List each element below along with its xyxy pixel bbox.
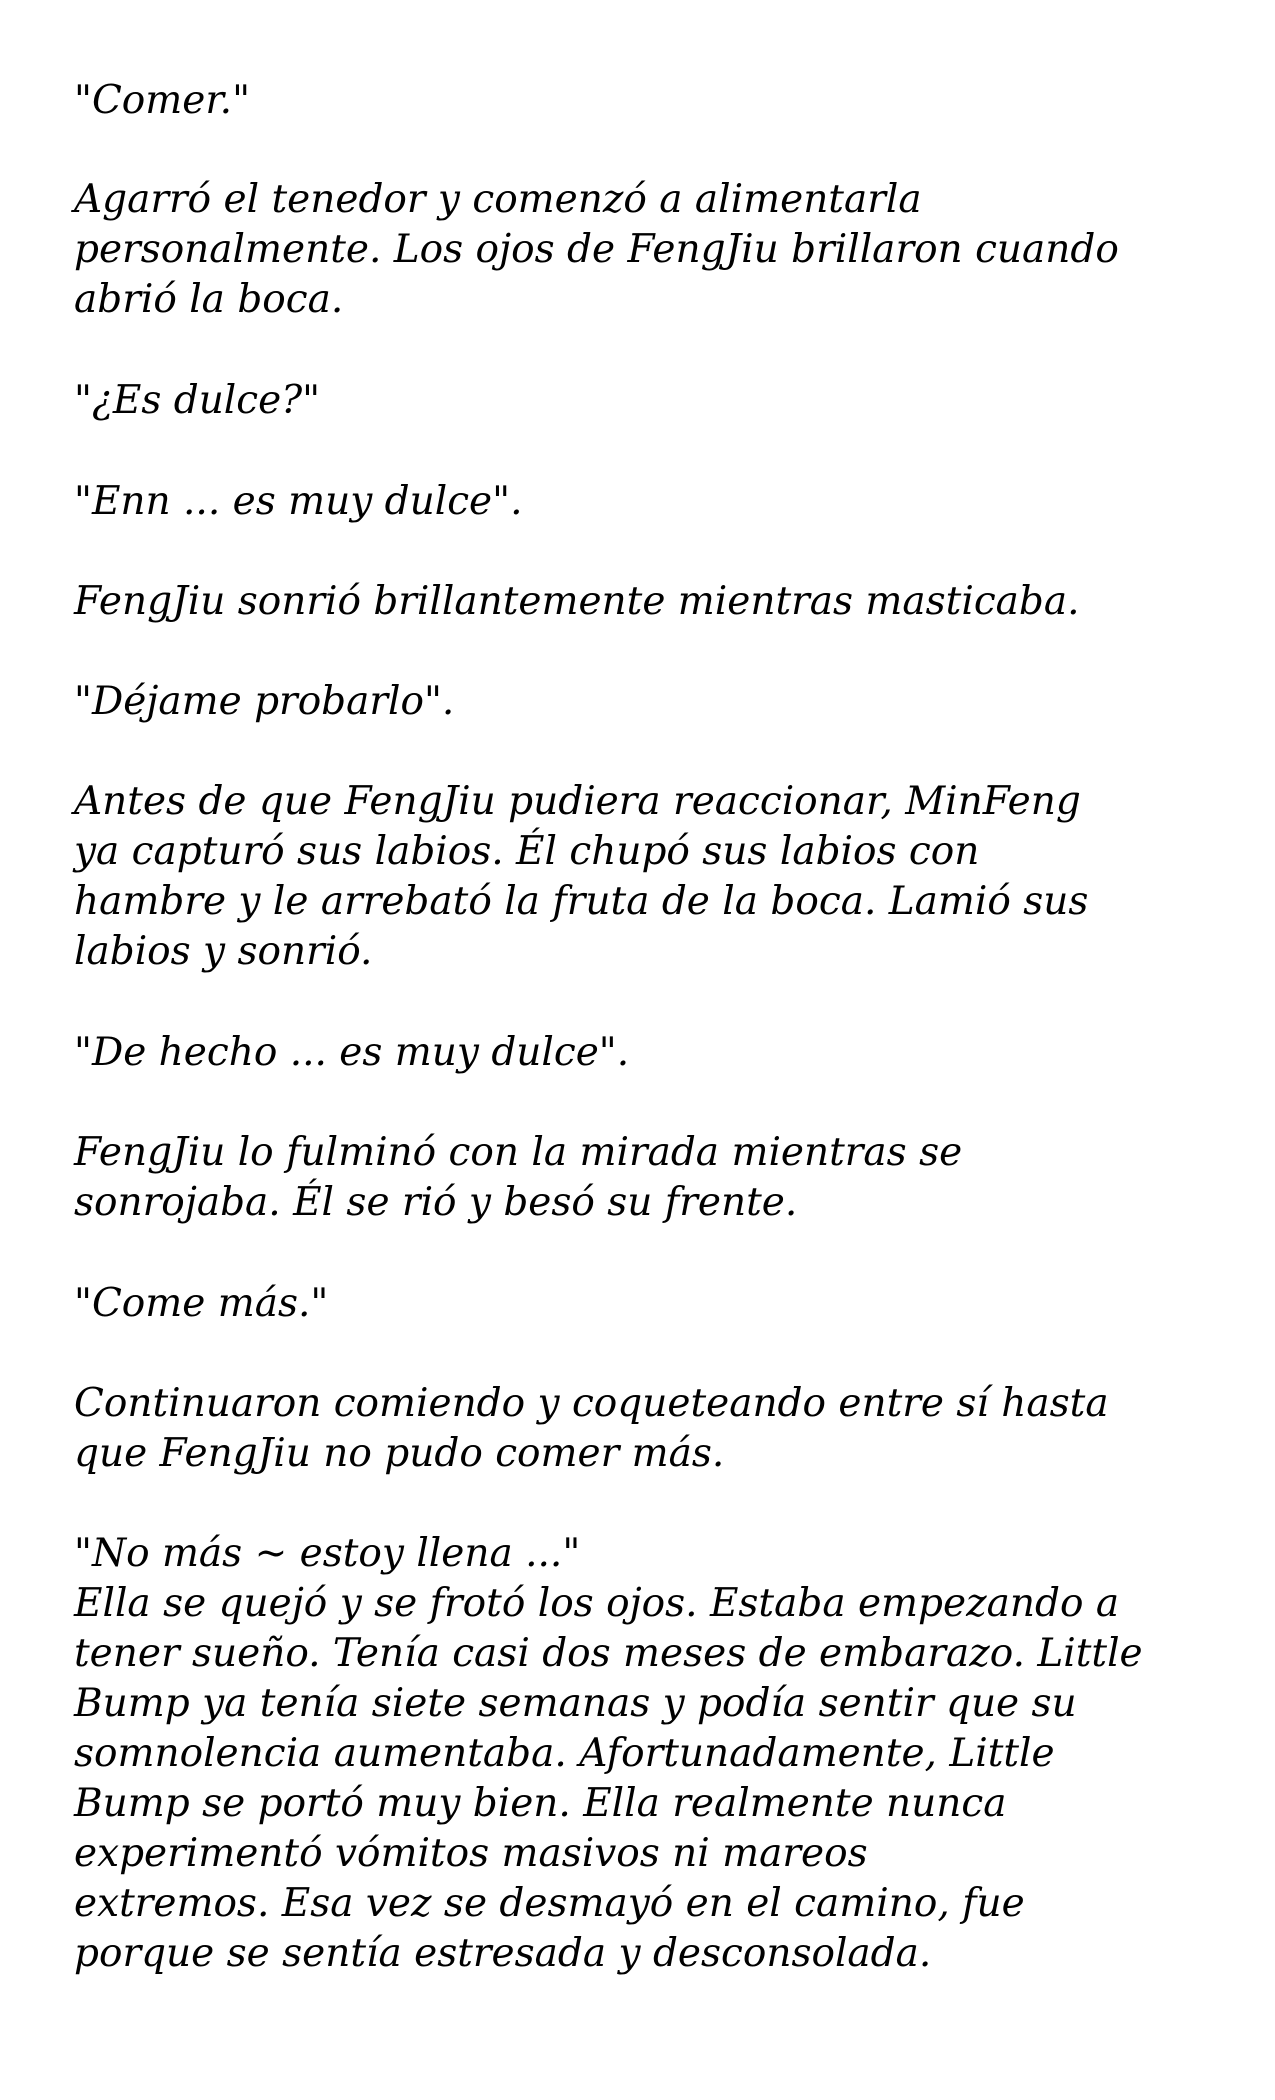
paragraph-9 bbox=[74, 1128, 1214, 1228]
text-line: "¿Es dulce?" bbox=[74, 378, 321, 423]
text-line: "Come más." bbox=[74, 1281, 329, 1326]
text-line: hambre y le arrebató la fruta de la boca. Lamió sus bbox=[74, 879, 1089, 924]
text-line: "Comer." bbox=[74, 78, 251, 123]
paragraph-10 bbox=[74, 1279, 1214, 1329]
text-line: "Déjame probarlo". bbox=[74, 679, 455, 724]
text-line: somnolencia aumentaba. Afortunadamente, Little bbox=[74, 1731, 1055, 1776]
text-line: Antes de que FengJiu pudiera reaccionar, MinFeng bbox=[74, 779, 1081, 824]
text-line: Ella se quejó y se frotó los ojos. Estaba empezando a bbox=[74, 1581, 1120, 1626]
paragraph-3 bbox=[74, 376, 1214, 426]
text-line: FengJiu lo fulminó con la mirada mientras se bbox=[74, 1130, 963, 1175]
text-line: personalmente. Los ojos de FengJiu brillaron cuando bbox=[74, 227, 1119, 272]
paragraph-2 bbox=[74, 175, 1214, 325]
text-line: Bump ya tenía siete semanas y podía sentir que su bbox=[74, 1681, 1077, 1726]
text-line: ya capturó sus labios. Él chupó sus labios con bbox=[74, 829, 980, 874]
text-line: labios y sonrió. bbox=[74, 929, 373, 974]
paragraph-5 bbox=[74, 577, 1214, 627]
paragraph-12 bbox=[74, 1529, 1214, 1979]
text-line: extremos. Esa vez se desmayó en el camino, fue bbox=[74, 1881, 1025, 1926]
paragraph-11 bbox=[74, 1379, 1214, 1479]
text-line: sonrojaba. Él se rió y besó su frente. bbox=[74, 1180, 798, 1225]
text-line: que FengJiu no pudo comer más. bbox=[74, 1431, 725, 1476]
paragraph-7 bbox=[74, 777, 1214, 977]
paragraph-8 bbox=[74, 1028, 1214, 1078]
text-line: Bump se portó muy bien. Ella realmente nunca bbox=[74, 1781, 1007, 1826]
text-line: Continuaron comiendo y coqueteando entre sí hasta bbox=[74, 1381, 1109, 1426]
paragraph-1 bbox=[74, 76, 1214, 126]
text-line: tener sueño. Tenía casi dos meses de embarazo. Little bbox=[74, 1631, 1143, 1676]
text-line: Agarró el tenedor y comenzó a alimentarla bbox=[74, 177, 922, 222]
paragraph-4 bbox=[74, 477, 1214, 527]
text-line: experimentó vómitos masivos ni mareos bbox=[74, 1831, 868, 1876]
text-line: FengJiu sonrió brillantemente mientras masticaba. bbox=[74, 579, 1080, 624]
paragraph-6 bbox=[74, 677, 1214, 727]
text-line: "Enn ... es muy dulce". bbox=[74, 479, 523, 524]
text-line: "No más ~ estoy llena ..." bbox=[74, 1531, 581, 1576]
text-line: porque se sentía estresada y desconsolada. bbox=[74, 1931, 932, 1976]
text-line: "De hecho ... es muy dulce". bbox=[74, 1030, 630, 1075]
text-line: abrió la boca. bbox=[74, 277, 344, 322]
